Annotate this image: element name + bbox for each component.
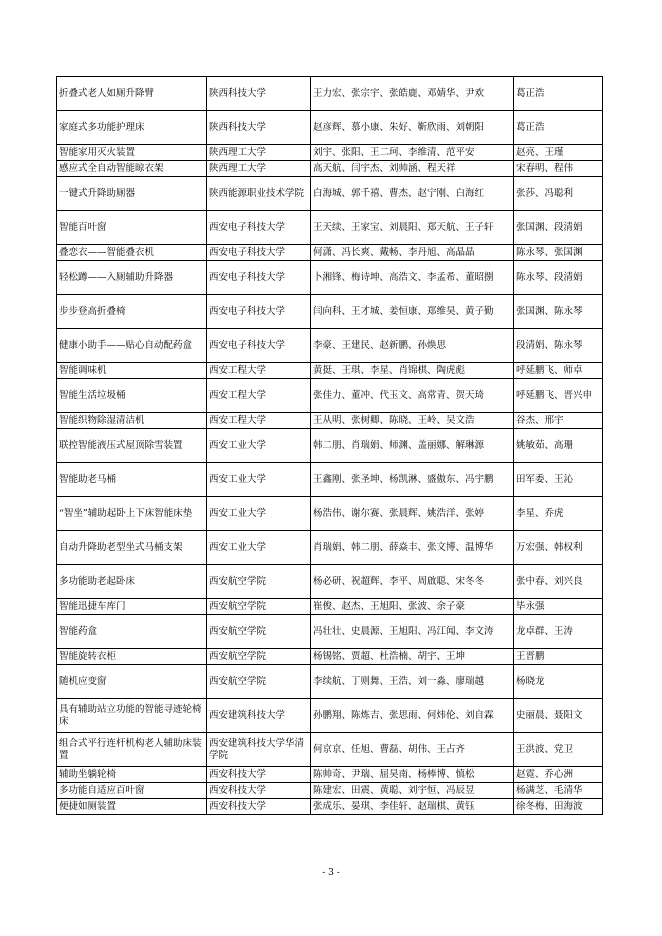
school-cell: 西安电子科技大学 [207, 245, 311, 261]
school-cell: 陕西理工大学 [207, 145, 311, 161]
school-cell: 西安工业大学 [207, 497, 311, 531]
table-row [57, 497, 603, 531]
school-cell: 西安航空学院 [207, 599, 311, 615]
project-name-cell: 智能百叶窗 [57, 211, 207, 245]
school-cell: 西安电子科技大学 [207, 261, 311, 295]
members-cell: 冯壮壮、史晨源、王旭阳、冯江闻、李文涛 [311, 615, 514, 649]
table-row [57, 665, 603, 699]
advisors-cell: 张中春、刘兴良 [514, 565, 603, 599]
school-cell: 陕西科技大学 [207, 77, 311, 111]
advisors-cell: 史丽晨、聂阳文 [514, 699, 603, 733]
table-row [57, 77, 603, 111]
award-table-body [57, 77, 603, 815]
table-row [57, 565, 603, 599]
members-cell: 陈建宏、田震、黄聪、刘宇恒、冯辰昱 [311, 783, 514, 799]
table-row [57, 161, 603, 177]
school-cell: 西安建筑科技大学华清学院 [207, 733, 311, 767]
school-cell: 西安电子科技大学 [207, 211, 311, 245]
school-cell: 西安工业大学 [207, 531, 311, 565]
members-cell: 孙鹏翔、陈炼吉、张思雨、何炜伦、刘自霖 [311, 699, 514, 733]
project-name-cell: 一键式升降助厕器 [57, 177, 207, 211]
project-name-cell: 步步登高折叠椅 [57, 295, 207, 329]
award-table-container [56, 76, 602, 815]
project-name-cell: 家庭式多功能护理床 [57, 111, 207, 145]
members-cell: 崔俊、赵杰、王旭阳、张波、余子豪 [311, 599, 514, 615]
table-row [57, 329, 603, 363]
award-table [56, 76, 603, 815]
school-cell: 陕西理工大学 [207, 161, 311, 177]
page-number: - 3 - [322, 868, 340, 878]
advisors-cell: 王洪波、党卫 [514, 733, 603, 767]
school-cell: 西安电子科技大学 [207, 329, 311, 363]
members-cell: 张成乐、晏琪、李佳轩、赵瑞棋、黄钰 [311, 799, 514, 815]
members-cell: 杨必研、祝超辉、李平、周啟聪、宋冬冬 [311, 565, 514, 599]
school-cell: 陕西能源职业技术学院 [207, 177, 311, 211]
members-cell: 闫向科、王才城、姜恒康、郑维昊、黄子勤 [311, 295, 514, 329]
advisors-cell: 呼延鹏飞、晋兴申 [514, 379, 603, 413]
project-name-cell: 多功能助老起卧床 [57, 565, 207, 599]
project-name-cell: 智能助老马桶 [57, 463, 207, 497]
advisors-cell: 葛正浩 [514, 77, 603, 111]
members-cell: 何京京、任旭、曹磊、胡伟、王占齐 [311, 733, 514, 767]
table-row [57, 245, 603, 261]
members-cell: 陈帅奇、尹瑞、屈昊南、杨棒博、慎松 [311, 767, 514, 783]
advisors-cell: 赵霓、乔心洲 [514, 767, 603, 783]
table-row [57, 599, 603, 615]
members-cell: 何潇、冯长爽、戴畅、李丹旭、高晶晶 [311, 245, 514, 261]
advisors-cell: 赵亮、王瑾 [514, 145, 603, 161]
advisors-cell: 毕永强 [514, 599, 603, 615]
school-cell: 西安工程大学 [207, 379, 311, 413]
advisors-cell: 杨晓龙 [514, 665, 603, 699]
project-name-cell: 智能家用灭火装置 [57, 145, 207, 161]
members-cell: 白海城、郭千禧、曹杰、赵宁刚、白海红 [311, 177, 514, 211]
project-name-cell: 自动升降助老型坐式马桶支架 [57, 531, 207, 565]
members-cell: 王力宏、张宗宇、张皓鹿、邓婧华、尹欢 [311, 77, 514, 111]
project-name-cell: 智能迅捷车库门 [57, 599, 207, 615]
table-row [57, 429, 603, 463]
advisors-cell: 陈永琴、段清娟 [514, 261, 603, 295]
advisors-cell: 李星、乔虎 [514, 497, 603, 531]
members-cell: 李续航、丁则舞、王浩、刘一淼、廖瑞越 [311, 665, 514, 699]
project-name-cell: 感应式全自动智能晾衣架 [57, 161, 207, 177]
project-name-cell: 组合式平行连杆机构老人辅助床装置 [57, 733, 207, 767]
school-cell: 西安电子科技大学 [207, 295, 311, 329]
advisors-cell: 张国渊、段清娟 [514, 211, 603, 245]
table-row [57, 295, 603, 329]
members-cell: 王鑫刚、张圣坤、杨凯淋、盛傲东、冯宇鹏 [311, 463, 514, 497]
school-cell: 西安工业大学 [207, 429, 311, 463]
table-row [57, 261, 603, 295]
advisors-cell: 杨满芝、毛清华 [514, 783, 603, 799]
table-row [57, 177, 603, 211]
table-row [57, 733, 603, 767]
project-name-cell: “智坐”辅助起卧上下床智能床垫 [57, 497, 207, 531]
advisors-cell: 姚敏茹、高珊 [514, 429, 603, 463]
advisors-cell: 徐冬梅、田海波 [514, 799, 603, 815]
project-name-cell: 折叠式老人如厕升降臂 [57, 77, 207, 111]
school-cell: 西安航空学院 [207, 615, 311, 649]
table-row [57, 363, 603, 379]
school-cell: 西安工程大学 [207, 413, 311, 429]
table-row [57, 463, 603, 497]
project-name-cell: 智能织物除湿清洁机 [57, 413, 207, 429]
table-row [57, 413, 603, 429]
members-cell: 赵彦辉、慕小康、朱好、靳欣雨、刘朝阳 [311, 111, 514, 145]
advisors-cell: 陈永琴、张国渊 [514, 245, 603, 261]
members-cell: 肖瑞娟、韩二朋、薛焱丰、张文博、温博华 [311, 531, 514, 565]
project-name-cell: 联控智能液压式屋顶除雪装置 [57, 429, 207, 463]
project-name-cell: 智能生活垃圾桶 [57, 379, 207, 413]
project-name-cell: 智能药盒 [57, 615, 207, 649]
table-row [57, 111, 603, 145]
members-cell: 王从明、张树卿、陈晓、王岭、吴文浩 [311, 413, 514, 429]
advisors-cell: 谷杰、邢宇 [514, 413, 603, 429]
project-name-cell: 健康小助手——贴心自动配药盒 [57, 329, 207, 363]
members-cell: 杨浩伟、谢尔赛、张晨辉、姚浩洋、张婷 [311, 497, 514, 531]
advisors-cell: 张莎、冯聪利 [514, 177, 603, 211]
members-cell: 卜湘锋、梅诗坤、高浩文、李孟希、董昭捌 [311, 261, 514, 295]
members-cell: 韩二朋、肖瑞娟、师渊、盖丽娜、解琳源 [311, 429, 514, 463]
table-row [57, 211, 603, 245]
members-cell: 杨锡铭、贾超、杜浩楠、胡宇、王坤 [311, 649, 514, 665]
table-row [57, 615, 603, 649]
project-name-cell: 辅助坐躺轮椅 [57, 767, 207, 783]
school-cell: 西安科技大学 [207, 799, 311, 815]
school-cell: 西安工业大学 [207, 463, 311, 497]
project-name-cell: 智能旋转衣柜 [57, 649, 207, 665]
members-cell: 黄挺、王琪、李星、肖锦棋、陶虎彪 [311, 363, 514, 379]
table-row [57, 145, 603, 161]
school-cell: 西安科技大学 [207, 767, 311, 783]
table-row [57, 531, 603, 565]
members-cell: 王天续、王家宝、刘晨阳、郑天航、王子轩 [311, 211, 514, 245]
members-cell: 李豪、王建民、赵新鹏、孙焕思 [311, 329, 514, 363]
advisors-cell: 葛正浩 [514, 111, 603, 145]
school-cell: 西安工程大学 [207, 363, 311, 379]
project-name-cell: 智能调味机 [57, 363, 207, 379]
school-cell: 陕西科技大学 [207, 111, 311, 145]
advisors-cell: 田军委、王沁 [514, 463, 603, 497]
project-name-cell: 轻松蹲——入厕辅助升降器 [57, 261, 207, 295]
table-row [57, 379, 603, 413]
advisors-cell: 宋春明、程伟 [514, 161, 603, 177]
school-cell: 西安航空学院 [207, 649, 311, 665]
advisors-cell: 龙卓群、王涛 [514, 615, 603, 649]
members-cell: 刘宇、张阳、王二珂、李维清、范平安 [311, 145, 514, 161]
project-name-cell: 便捷如厕装置 [57, 799, 207, 815]
school-cell: 西安航空学院 [207, 665, 311, 699]
table-row [57, 767, 603, 783]
members-cell: 张佳力、董冲、代玉文、高常青、贺天琦 [311, 379, 514, 413]
project-name-cell: 具有辅助站立功能的智能寻迹轮椅床 [57, 699, 207, 733]
members-cell: 高天航、闫宇杰、刘帅涵、程天祥 [311, 161, 514, 177]
school-cell: 西安建筑科技大学 [207, 699, 311, 733]
advisors-cell: 呼延鹏飞、师卓 [514, 363, 603, 379]
table-row [57, 649, 603, 665]
advisors-cell: 王晋鹏 [514, 649, 603, 665]
project-name-cell: 多功能自适应百叶窗 [57, 783, 207, 799]
advisors-cell: 张国渊、陈永琴 [514, 295, 603, 329]
school-cell: 西安航空学院 [207, 565, 311, 599]
school-cell: 西安科技大学 [207, 783, 311, 799]
table-row [57, 799, 603, 815]
advisors-cell: 万宏强、韩权利 [514, 531, 603, 565]
project-name-cell: 随机应变窗 [57, 665, 207, 699]
advisors-cell: 段清娟、陈永琴 [514, 329, 603, 363]
table-row [57, 783, 603, 799]
project-name-cell: 叠恋衣——智能叠衣机 [57, 245, 207, 261]
table-row [57, 699, 603, 733]
